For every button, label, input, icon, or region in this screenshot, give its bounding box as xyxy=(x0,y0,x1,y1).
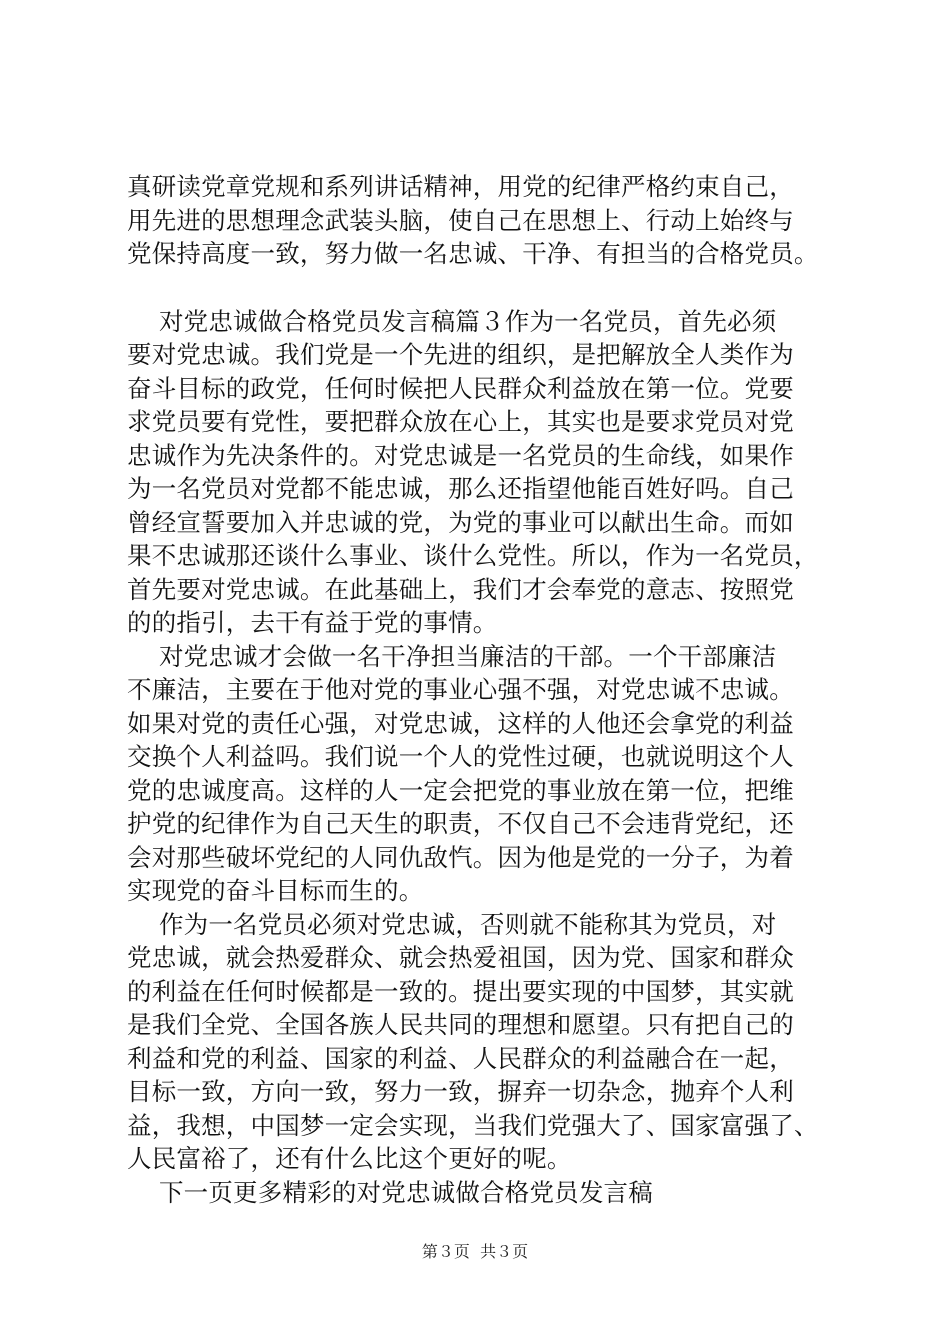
text-line: 忠诚作为先决条件的。对党忠诚是一名党员的生命线，如果作 xyxy=(127,440,794,470)
paragraph-intro-continuation xyxy=(127,170,847,271)
text-line: 党保持高度一致，努力做一名忠诚、干净、有担当的合格党员。 xyxy=(127,239,819,268)
text-line: 首先要对党忠诚。在此基础上，我们才会奉党的意志、按照党 xyxy=(127,574,794,604)
next-page-text: 下一页更多精彩的对党忠诚做合格党员发言稿 xyxy=(127,1177,653,1207)
text-line: 交换个人利益吗。我们说一个人的党性过硬，也就说明这个人 xyxy=(127,742,794,771)
text-line: 的利益在任何时候都是一致的。提出要实现的中国梦，其实就 xyxy=(127,976,794,1006)
text-line: 护党的纪律作为自己天生的职责，不仅自己不会违背党纪，还 xyxy=(127,809,794,838)
paragraph-china-dream xyxy=(127,908,847,1176)
text-line: 真研读党章党规和系列讲话精神，用党的纪律严格约束自己， xyxy=(127,172,794,201)
text-line: 利益和党的利益、国家的利益、人民群众的利益融合在一起， xyxy=(127,1043,794,1073)
text-line: 为一名党员对党都不能忠诚，那么还指望他能百姓好吗。自己 xyxy=(127,474,794,503)
text-line: 的的指引，去干有益于党的事情。 xyxy=(127,608,498,637)
text-line: 会对那些破坏党纪的人同仇敌忾。因为他是党的一分子，为着 xyxy=(127,842,794,872)
text-line: 对党忠诚做合格党员发言稿篇３作为一名党员，首先必须 xyxy=(127,306,777,336)
text-line: 作为一名党员必须对党忠诚，否则就不能称其为党员，对 xyxy=(127,909,777,939)
text-line: 目标一致，方向一致，努力一致，摒弃一切杂念，抛弃个人利 xyxy=(127,1077,794,1106)
text-line: 实现党的奋斗目标而生的。 xyxy=(127,876,424,905)
text-line: 党的忠诚度高。这样的人一定会把党的事业放在第一位，把维 xyxy=(127,775,794,805)
text-line: 是我们全党、全国各族人民共同的理想和愿望。只有把自己的 xyxy=(127,1010,794,1039)
text-line: 对党忠诚才会做一名干净担当廉洁的干部。一个干部廉洁 xyxy=(127,641,777,671)
document-body xyxy=(127,170,847,1209)
text-line: 曾经宣誓要加入并忠诚的党，为党的事业可以献出生命。而如 xyxy=(127,507,794,537)
text-line: 用先进的思想理念武装头脑，使自己在思想上、行动上始终与 xyxy=(127,205,794,235)
page-number-label: 第３页 共３页 xyxy=(421,1242,529,1261)
paragraph-gap xyxy=(127,271,847,305)
text-line: 求党员要有党性，要把群众放在心上，其实也是要求党员对党 xyxy=(127,407,794,436)
text-line: 如果对党的责任心强，对党忠诚，这样的人他还会拿党的利益 xyxy=(127,708,794,738)
text-line: 人民富裕了，还有什么比这个更好的呢。 xyxy=(127,1144,572,1173)
text-line: 要对党忠诚。我们党是一个先进的组织，是把解放全人类作为 xyxy=(127,340,794,369)
text-line: 益，我想，中国梦一定会实现，当我们党强大了、国家富强了、 xyxy=(127,1110,819,1140)
page-footer xyxy=(0,1242,950,1262)
text-line: 果不忠诚那还谈什么事业、谈什么党性。所以，作为一名党员， xyxy=(127,541,819,570)
paragraph-integrity xyxy=(127,640,847,908)
text-line: 不廉洁，主要在于他对党的事业心强不强，对党忠诚不忠诚。 xyxy=(127,675,794,704)
text-line: 党忠诚，就会热爱群众、就会热爱祖国，因为党、国家和群众 xyxy=(127,943,794,972)
paragraph-next-page xyxy=(127,1176,847,1210)
text-line: 奋斗目标的政党，任何时候把人民群众利益放在第一位。党要 xyxy=(127,373,794,403)
paragraph-section-3 xyxy=(127,305,847,640)
